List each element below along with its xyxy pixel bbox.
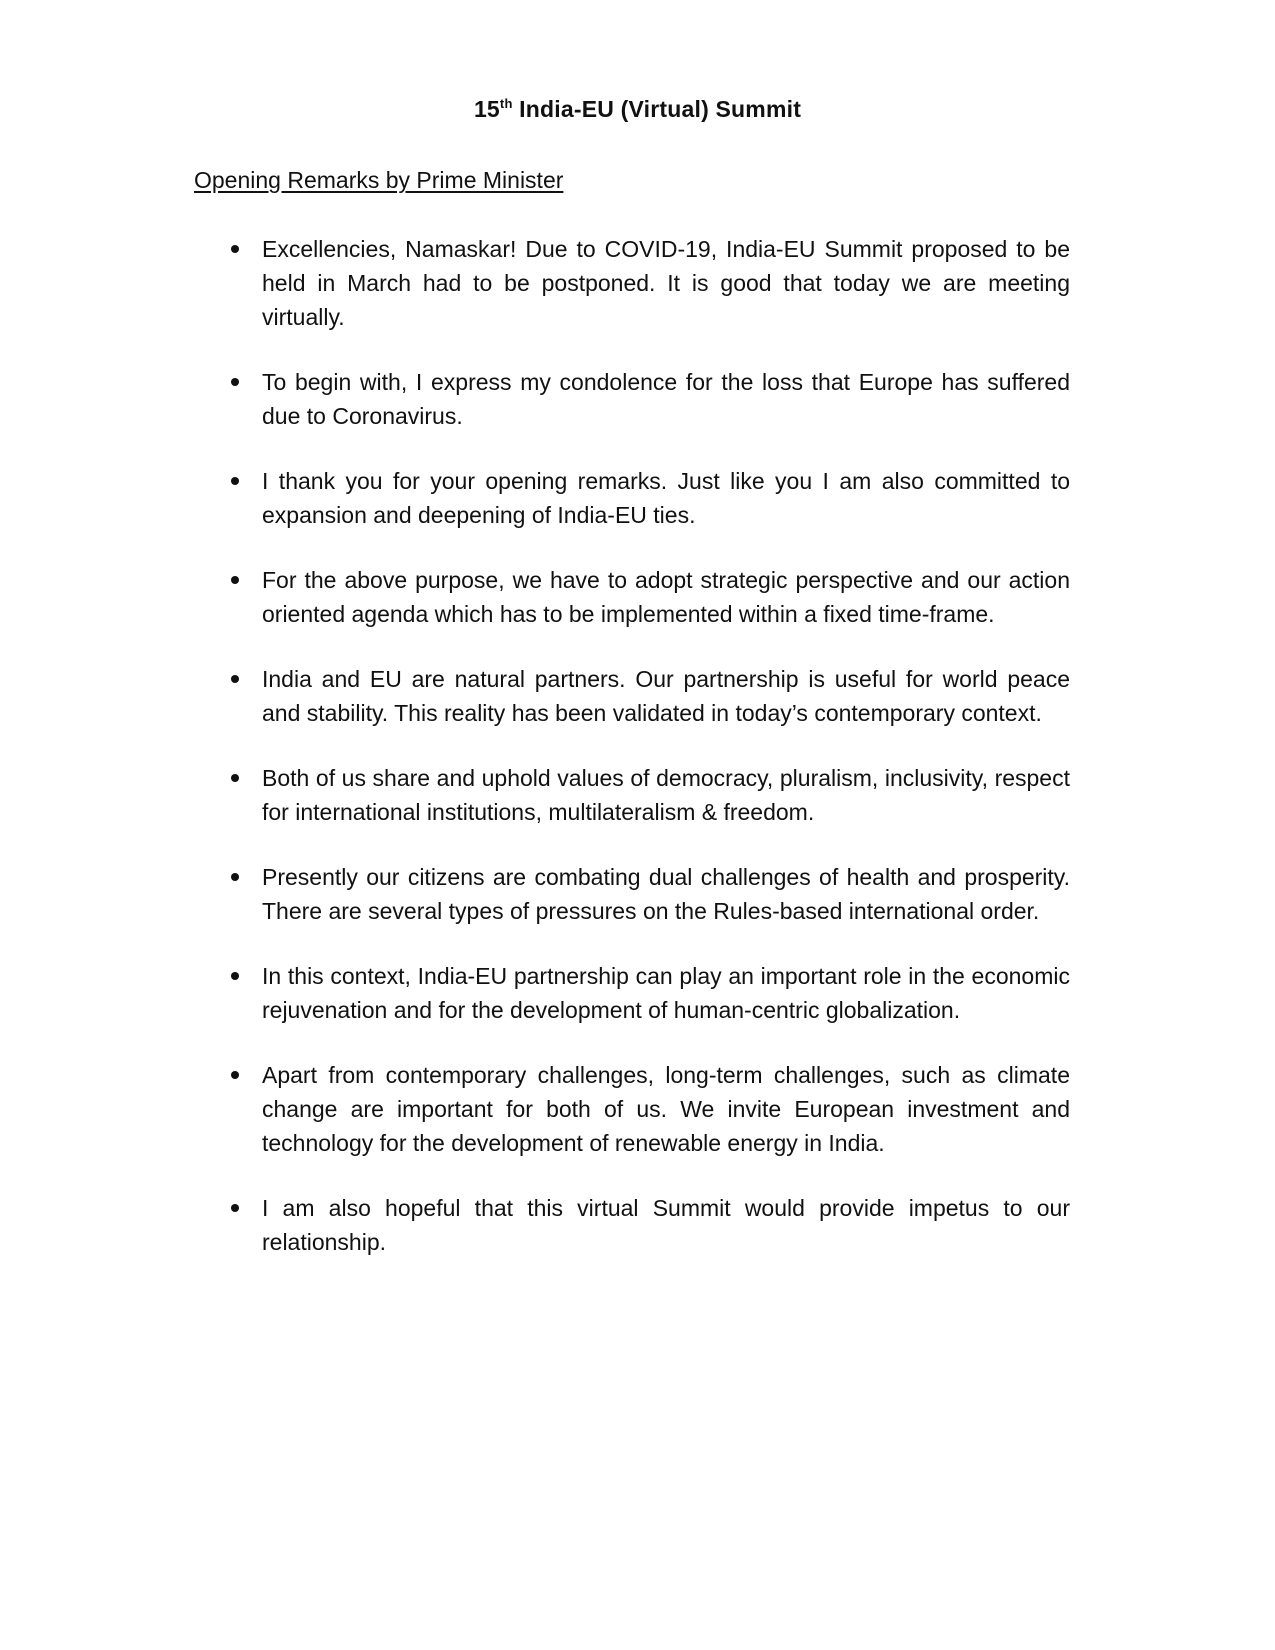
remark-text: I thank you for your opening remarks. Just like you I am also committed to expansion and deepening of India-EU ties. bbox=[262, 468, 1070, 528]
remark-item bbox=[0, 662, 1275, 730]
remark-text: India and EU are natural partners. Our partnership is useful for world peace and stability. This reality has been validated in today’s contemporary context. bbox=[262, 666, 1070, 726]
document-title bbox=[0, 96, 1275, 123]
remark-item bbox=[0, 365, 1275, 433]
bullet-icon bbox=[231, 675, 239, 683]
remark-item bbox=[0, 761, 1275, 829]
remark-text: Excellencies, Namaskar! Due to COVID-19, India-EU Summit proposed to be held in March had to be postponed. It is good that today we are meeting virtually. bbox=[262, 236, 1070, 330]
bullet-icon bbox=[231, 576, 239, 584]
document-subtitle: Opening Remarks by Prime Minister bbox=[194, 167, 564, 193]
remark-item bbox=[0, 1058, 1275, 1160]
bullet-icon bbox=[231, 972, 239, 980]
bullet-icon bbox=[231, 477, 239, 485]
remark-text: Apart from contemporary challenges, long-term challenges, such as climate change are important for both of us. We invite European investment and technology for the development of renewable energy in India. bbox=[262, 1062, 1070, 1156]
remark-text: For the above purpose, we have to adopt strategic perspective and our action oriented agenda which has to be implemented within a fixed time-frame. bbox=[262, 567, 1070, 627]
bullet-icon bbox=[231, 873, 239, 881]
remark-item bbox=[0, 1191, 1275, 1259]
remark-item bbox=[0, 232, 1275, 334]
bullet-icon bbox=[231, 1071, 239, 1079]
remark-text: Presently our citizens are combating dual challenges of health and prosperity. There are several types of pressures on the Rules-based international order. bbox=[262, 864, 1070, 924]
remark-item bbox=[0, 959, 1275, 1027]
bullet-icon bbox=[231, 378, 239, 386]
title-ordinal-number: 15 bbox=[473, 96, 500, 122]
remark-text: I am also hopeful that this virtual Summit would provide impetus to our relationship. bbox=[262, 1195, 1070, 1255]
remark-item bbox=[0, 464, 1275, 532]
remark-item bbox=[0, 563, 1275, 631]
bullet-icon bbox=[231, 774, 239, 782]
remark-text: To begin with, I express my condolence for the loss that Europe has suffered due to Coronavirus. bbox=[262, 369, 1070, 429]
remarks-list bbox=[0, 232, 1275, 1290]
bullet-icon bbox=[231, 1204, 239, 1212]
title-ordinal-suffix: th bbox=[499, 96, 513, 111]
remark-text: Both of us share and uphold values of democracy, pluralism, inclusivity, respect for international institutions, multilateralism & freedom. bbox=[262, 765, 1070, 825]
bullet-icon bbox=[231, 245, 239, 253]
remark-text: In this context, India-EU partnership can play an important role in the economic rejuvenation and for the development of human-centric globalization. bbox=[262, 963, 1070, 1023]
title-text: India-EU (Virtual) Summit bbox=[512, 96, 802, 122]
remark-item bbox=[0, 860, 1275, 928]
